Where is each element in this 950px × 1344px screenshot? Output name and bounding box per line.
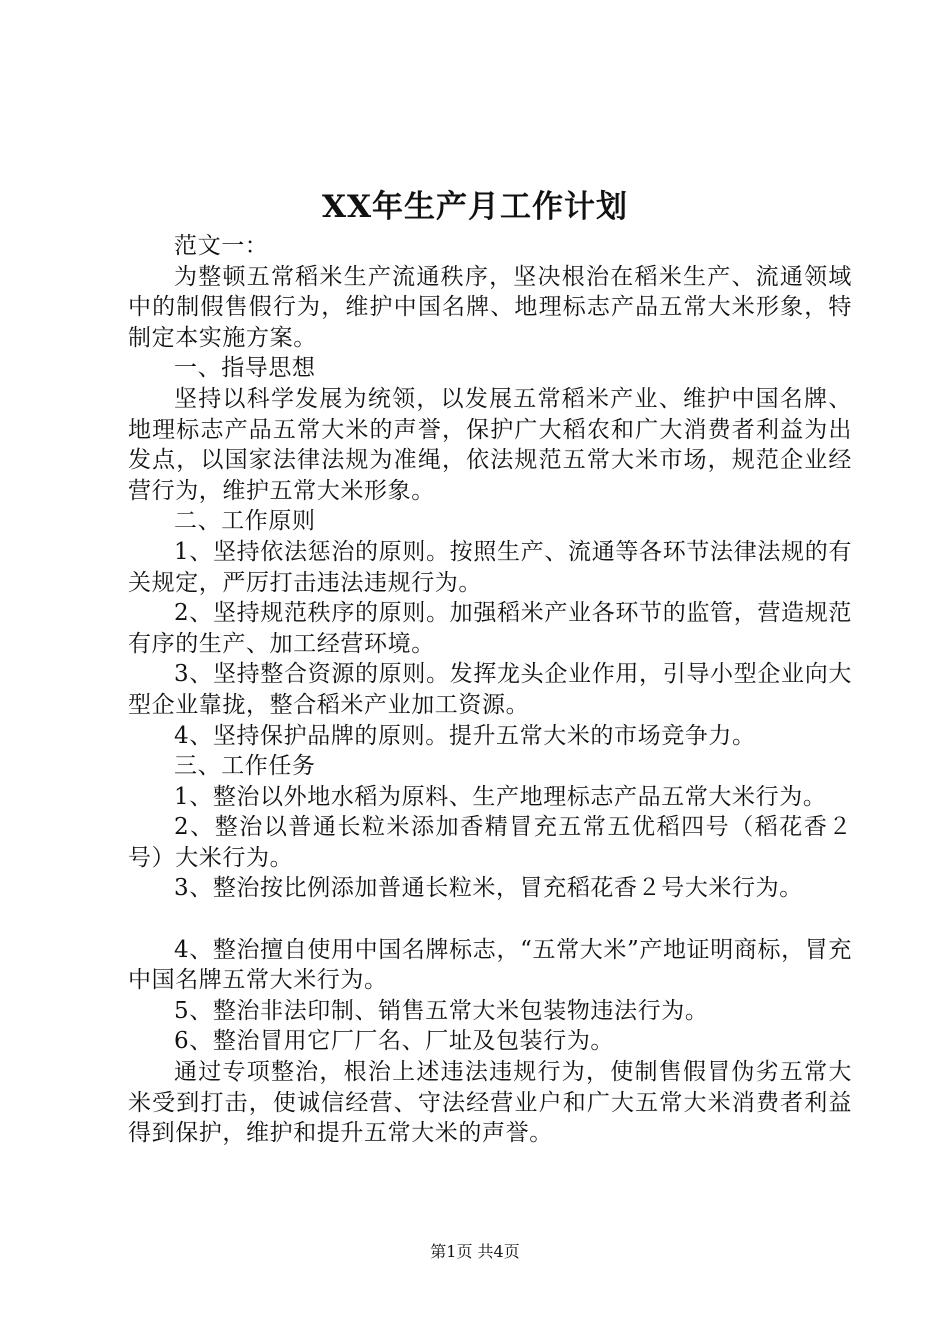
- principle-item-3: 3、坚持整合资源的原则。发挥龙头企业作用，引导小型企业向大型企业靠拢，整合稻米产业加工资源。: [128, 661, 852, 718]
- paragraph-conclusion: 通过专项整治，根治上述违法违规行为，使制售假冒伪劣五常大米受到打击，使诚信经营、守法经营业户和广大五常大米消费者利益得到保护，维护和提升五常大米的声誉。: [128, 1059, 852, 1147]
- page-footer: 第1页 共4页: [430, 1242, 520, 1261]
- paragraph-intro: 为整顿五常稻米生产流通秩序，坚决根治在稻米生产、流通领域中的制假售假行为，维护中国名牌、地理标志产品五常大米形象，特制定本实施方案。: [128, 263, 852, 351]
- task-item-1: 1、整治以外地水稻为原料、生产地理标志产品五常大米行为。: [174, 783, 827, 810]
- document-title: XX年生产月工作计划: [321, 189, 629, 225]
- task-item-6: 6、整治冒用它厂厂名、厂址及包装行为。: [174, 1028, 615, 1055]
- paragraph-sample-label: 范文一：: [174, 233, 269, 259]
- section-heading-guiding-thought: 一、指导思想: [174, 355, 316, 382]
- principle-item-1: 1、坚持依法惩治的原则。按照生产、流通等各环节法律法规的有关规定，严厉打击违法违规行为。: [128, 538, 852, 596]
- section-heading-tasks: 三、工作任务: [174, 753, 316, 780]
- paragraph-guiding-thought: 坚持以科学发展为统领，以发展五常稻米产业、维护中国名牌、地理标志产品五常大米的声誉，保护广大稻农和广大消费者利益为出发点，以国家法律法规为准绳，依法规范五常大米市场，规范企业经营行为，维护五常大米形象。: [128, 385, 852, 504]
- document-body: [128, 231, 852, 1149]
- principle-item-2: 2、坚持规范秩序的原则。加强稻米产业各环节的监管，营造规范有序的生产、加工经营环境。: [128, 600, 852, 657]
- principle-item-4: 4、坚持保护品牌的原则。提升五常大米的市场竞争力。: [174, 722, 756, 749]
- blank-line: [128, 904, 852, 935]
- task-item-5: 5、整治非法印制、销售五常大米包装物违法行为。: [174, 997, 709, 1024]
- section-heading-principles: 二、工作原则: [174, 508, 316, 535]
- task-item-2: 2、整治以普通长粒米添加香精冒充五常五优稻四号（稻花香２号）大米行为。: [128, 814, 852, 871]
- task-item-4: 4、整治擅自使用中国名牌标志，“五常大米”产地证明商标，冒充中国名牌五常大米行为。: [128, 936, 852, 994]
- task-item-3: 3、整治按比例添加普通长粒米，冒充稻花香２号大米行为。: [174, 875, 803, 902]
